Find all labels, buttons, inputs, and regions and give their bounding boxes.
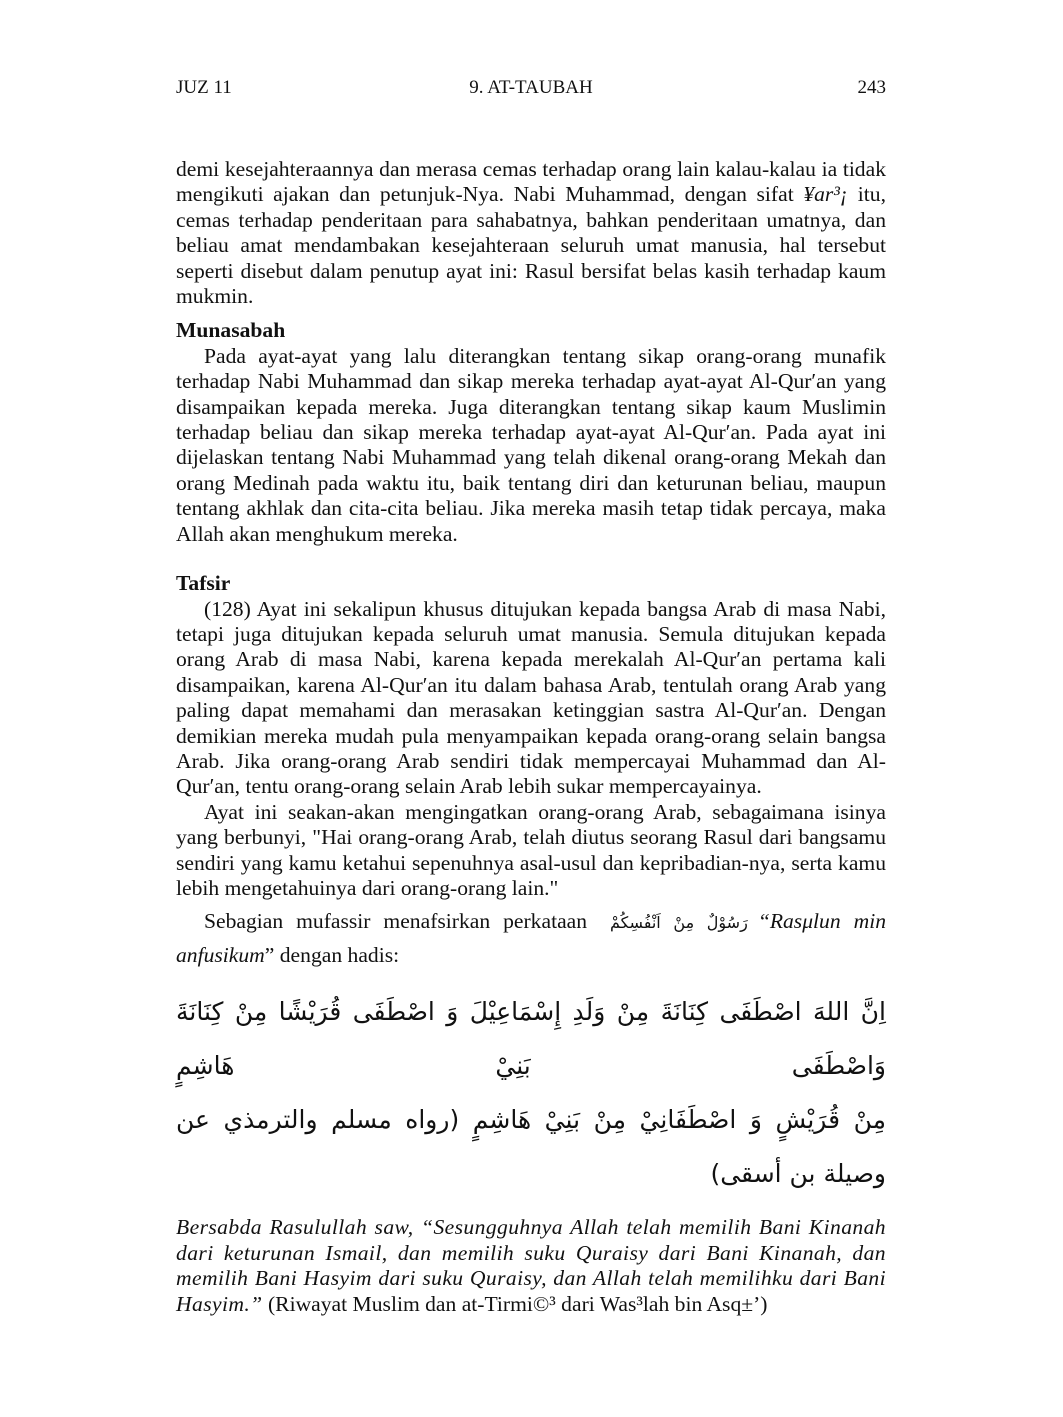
munasabah-paragraph: Pada ayat-ayat yang lalu diterangkan tentang sikap orang-orang munafik terhadap Nabi Muhammad dan sikap mereka terhadap ayat-ayat Al-Qur′an yang disampaikan kepada mereka. Juga diterangkan tentang sikap kaum Muslimin terhadap beliau dan sikap mereka terhadap ayat-ayat Al-Qur′an. Pada ayat ini dijelaskan tentang Nabi Muhammad yang telah dikenal orang-orang Mekah dan orang Medinah pada waktu itu, baik tentang diri dan keturunan beliau, maupun tentang akhlak dan cita-cita beliau. Jika mereka masih tetap tidak percaya, maka Allah akan menghukum mereka. (176, 343, 886, 546)
tafsir-paragraph-1: (128) Ayat ini sekalipun khusus ditujukan kepada bangsa Arab di masa Nabi, tetapi juga ditujukan kepada seluruh umat manusia. Semula ditujukan kepada orang Arab di masa Nabi, karena kepada merekalah Al-Qur′an pertama kali disampaikan, karena Al-Qur′an itu dalam bahasa Arab, tentulah orang Arab yang paling dapat memahami dan merasakan ketinggian sastra Al-Qur′an. Dengan demikian mereka mudah pula menyampaikan kepada orang-orang selain bangsa Arab. Jika orang-orang Arab sendiri tidak mempercayai Muhammad dan Al-Qur′an, tentu orang-orang selain Arab lebih sukar mempercayainya. (176, 596, 886, 799)
page-number: 243 (857, 77, 886, 98)
juz-label: JUZ 11 (176, 77, 232, 98)
munasabah-heading: Munasabah (176, 318, 286, 343)
hadith-translation (176, 1215, 886, 1317)
hadith-arabic-line-1: اِنَّ اللهَ اصْطَفَى كِنَانَةَ مِنْ وَلَدِ إِسْمَاعِيْلَ وَ اصْطَفَى قُرَيْشًا مِنْ كِنَانَةَ وَاصْطَفَى بَنِيْ هَاشِمٍ (176, 997, 886, 1081)
tafsir-heading: Tafsir (176, 571, 231, 596)
intro-text: demi kesejahteraannya dan merasa cemas terhadap orang lain kalau-kalau ia tidak mengikuti ajakan dan petunjuk-Nya. Nabi Muhammad, dengan sifat (176, 157, 886, 207)
intro-transliteration: ¥ar³¡ (803, 182, 849, 207)
paragraph-3-end: ” dengan hadis: (264, 943, 400, 968)
arabic-phrase: رَسُوْلٌ مِنْ اَنْفُسِكُمْ (610, 913, 748, 933)
tafsir-paragraph-2: Ayat ini seakan-akan mengingatkan orang-orang Arab, sebagaimana isinya yang berbunyi, "Hai orang-orang Arab, telah diutus seorang Rasul dari bangsamu sendiri yang kamu ketahui sepenuhnya asal-usul dan kepribadian-nya, serta kamu lebih mengetahuinya dari orang-orang lain." (176, 799, 886, 900)
hadith-source: (Riwayat Muslim dan at-Tirmi©³ dari Was³lah bin Asq±’) (262, 1291, 768, 1316)
phrase-transliteration: “Rasμlun min anfusikum (176, 909, 886, 968)
running-header (176, 76, 886, 100)
hadith-arabic (176, 985, 886, 1201)
surah-title: 9. AT-TAUBAH (469, 77, 593, 98)
hadith-translation-text: Bersabda Rasulullah saw, “Sesungguhnya Allah telah memilih Bani Kinanah dari keturunan Ismail, dan memilih suku Quraisy dari Bani Kinanah, dan memilih Bani Hasyim dari suku Quraisy, dan Allah telah memilihku dari Bani Hasyim.” (176, 1215, 886, 1316)
intro-paragraph (176, 157, 886, 309)
intro-text-rest: itu, cemas terhadap penderitaan para sahabatnya, bahkan penderitaan umatnya, dan beliau amat mendambakan kesejahteraan seluruh umat manusia, hal tersebut seperti disebut dalam penutup ayat ini: Rasul bersifat belas kasih terhadap kaum mukmin. (176, 182, 887, 309)
tafsir-paragraph-3 (176, 905, 886, 971)
page-body (176, 157, 886, 1317)
hadith-arabic-line-2: مِنْ قُرَيْشٍ وَ اصْطَفَانِيْ مِنْ بَنِيْ هَاشِمٍ (رواه مسلم والترمذي عن وصيلة بن أسقى) (176, 1105, 886, 1189)
paragraph-3-start: Sebagian mufassir menafsirkan perkataan (204, 909, 588, 934)
